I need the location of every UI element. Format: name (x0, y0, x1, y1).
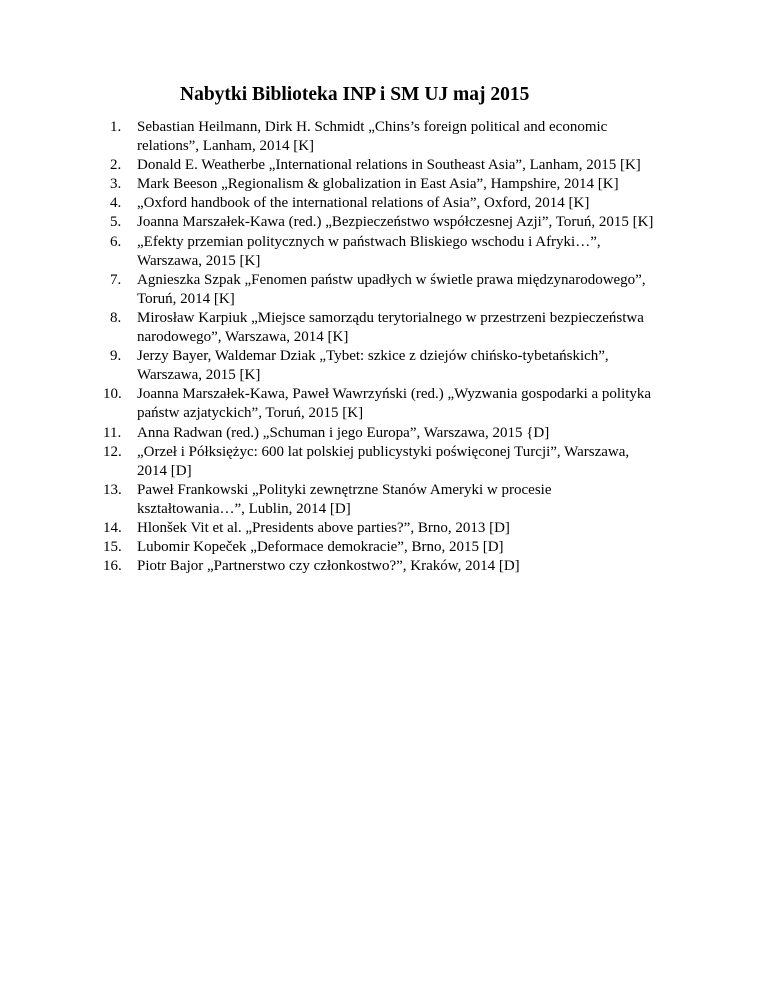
item-text-line: Warszawa, 2015 [K] (137, 252, 261, 269)
item-text-line: „Orzeł i Półksiężyc: 600 lat polskiej publicystyki poświęconej Turcji”, Warszawa, (137, 443, 630, 460)
item-number: 10. (103, 386, 122, 403)
list-item (0, 385, 768, 423)
item-number: 7. (110, 271, 122, 288)
acquisitions-list (0, 118, 768, 576)
list-item (0, 309, 768, 347)
item-text-line: Hlonšek Vit et al. „Presidents above parties?”, Brno, 2013 [D] (137, 519, 510, 536)
item-number: 11. (103, 424, 122, 441)
list-item (0, 538, 768, 557)
list-item (0, 347, 768, 385)
item-text-line: Donald E. Weatherbe „International relations in Southeast Asia”, Lanham, 2015 [K] (137, 157, 641, 174)
item-number: 3. (110, 176, 122, 193)
list-item (0, 118, 768, 156)
list-item (0, 519, 768, 538)
item-text-line: Lubomir Kopeček „Deformace demokracie”, Brno, 2015 [D] (137, 539, 504, 556)
item-text-line: „Efekty przemian politycznych w państwach Bliskiego wschodu i Afryki…”, (137, 233, 601, 250)
item-text-line: Jerzy Bayer, Waldemar Dziak „Tybet: szkice z dziejów chińsko-tybetańskich”, (137, 348, 609, 365)
item-number: 1. (110, 119, 122, 135)
item-text-line: Toruń, 2014 [K] (137, 290, 235, 307)
list-item (0, 557, 768, 576)
list-item (0, 175, 768, 194)
item-number: 9. (110, 348, 122, 365)
list-item (0, 271, 768, 309)
item-text-line: Mirosław Karpiuk „Miejsce samorządu terytorialnego w przestrzeni bezpieczeństwa (137, 309, 644, 326)
item-text-line: Anna Radwan (red.) „Schuman i jego Europa”, Warszawa, 2015 {D] (137, 424, 550, 441)
item-number: 2. (110, 157, 122, 174)
list-item (0, 213, 768, 232)
list-item (0, 424, 768, 443)
document-title: Nabytki Biblioteka INP i SM UJ maj 2015 (180, 84, 530, 105)
item-text-line: państw azjatyckich”, Toruń, 2015 [K] (137, 405, 364, 422)
item-text-line: Warszawa, 2015 [K] (137, 367, 261, 384)
item-number: 5. (110, 214, 122, 231)
item-number: 4. (110, 195, 122, 212)
item-number: 6. (110, 233, 122, 250)
list-item (0, 481, 768, 519)
item-text-line: Mark Beeson „Regionalism & globalization in East Asia”, Hampshire, 2014 [K] (137, 176, 619, 193)
item-number: 16. (103, 558, 122, 575)
list-item (0, 233, 768, 271)
item-number: 12. (103, 443, 122, 460)
item-text-line: Joanna Marszałek-Kawa (red.) „Bezpieczeństwo współczesnej Azji”, Toruń, 2015 [K] (137, 214, 654, 231)
item-number: 8. (110, 309, 122, 326)
item-text-line: kształtowania…”, Lublin, 2014 [D] (137, 500, 351, 517)
item-text-line: relations”, Lanham, 2014 [K] (137, 138, 315, 155)
list-item (0, 443, 768, 481)
item-text-line: Joanna Marszałek-Kawa, Paweł Wawrzyński (red.) „Wyzwania gospodarki a polityka (137, 386, 652, 403)
item-text-line: Piotr Bajor „Partnerstwo czy członkostwo?”, Kraków, 2014 [D] (137, 558, 520, 575)
item-number: 15. (103, 539, 122, 556)
item-text-line: narodowego”, Warszawa, 2014 [K] (137, 329, 349, 346)
item-text-line: Sebastian Heilmann, Dirk H. Schmidt „Chins’s foreign political and economic (137, 119, 608, 135)
item-number: 14. (103, 519, 122, 536)
item-text-line: „Oxford handbook of the international relations of Asia”, Oxford, 2014 [K] (137, 195, 590, 212)
item-text-line: 2014 [D] (137, 462, 192, 479)
list-item (0, 194, 768, 213)
list-item (0, 156, 768, 175)
item-text-line: Agnieszka Szpak „Fenomen państw upadłych w świetle prawa międzynarodowego”, (137, 271, 646, 288)
item-text-line: Paweł Frankowski „Polityki zewnętrzne Stanów Ameryki w procesie (137, 481, 552, 498)
item-number: 13. (103, 481, 122, 498)
